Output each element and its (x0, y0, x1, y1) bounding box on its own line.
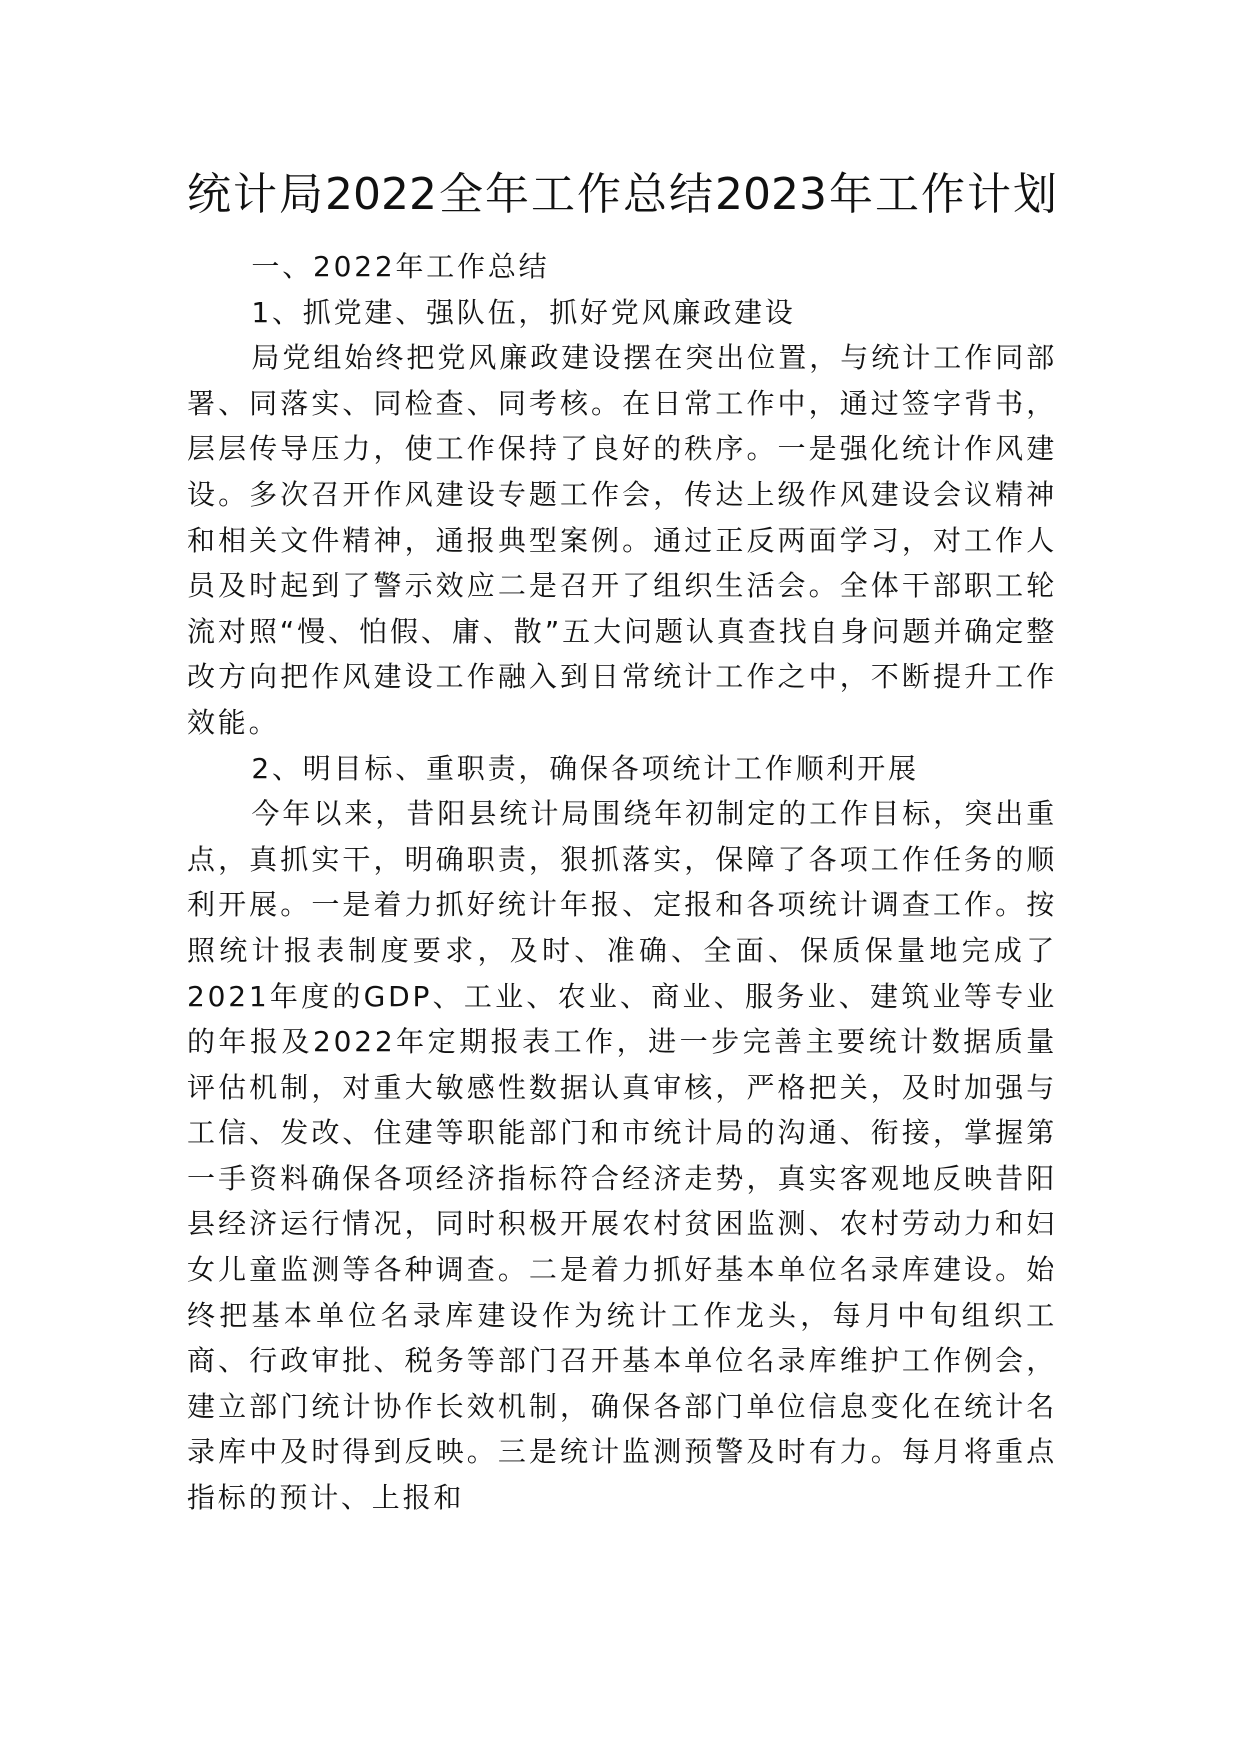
subsection-heading-statistics-work: 2、明目标、重职责，确保各项统计工作顺利开展 (251, 751, 919, 785)
paragraph-statistics-work: 今年以来，昔阳县统计局围绕年初制定的工作目标，突出重点，真抓实干，明确职责，狠抓落实，保障了各项工作任务的顺利开展。一是着力抓好统计年报、定报和各项统计调查工作。按照统计报表制度要求，及时、准确、全面、保质保量地完成了2021年度的GDP、工业、农业、商业、服务业、建筑业等专业的年报及2022年定期报表工作，进一步完善主要统计数据质量评估机制，对重大敏感性数据认真审核，严格把关，及时加强与工信、发改、住建等职能部门和市统计局的沟通、衔接，掌握第一手资料确保各项经济指标符合经济走势，真实客观地反映昔阳县经济运行情况，同时积极开展农村贫困监测、农村劳动力和妇女儿童监测等各种调查。二是着力抓好基本单位名录库建设。始终把基本单位名录库建设作为统计工作龙头，每月中旬组织工商、行政审批、税务等部门召开基本单位名录库维护工作例会，建立部门统计协作长效机制，确保各部门单位信息变化在统计名录库中及时得到反映。三是统计监测预警及时有力。每月将重点指标的预计、上报和 (187, 797, 1057, 1515)
paragraph-party-building: 局党组始终把党风廉政建设摆在突出位置，与统计工作同部署、同落实、同检查、同考核。在日常工作中，通过签字背书，层层传导压力，使工作保持了良好的秩序。一是强化统计作风建设。多次召开作风建设专题工作会，传达上级作风建设会议精神和相关文件精神，通报典型案例。通过正反两面学习，对工作人员及时起到了警示效应二是召开了组织生活会。全体干部职工轮流对照“慢、怕假、庸、散”五大问题认真查找自身问题并确定整改方向把作风建设工作融入到日常统计工作之中，不断提升工作效能。 (187, 341, 1057, 739)
document-title: 统计局2022全年工作总结2023年工作计划 (187, 169, 1057, 220)
subsection-heading-party-building: 1、抓党建、强队伍，抓好党风廉政建设 (251, 295, 796, 329)
section-heading-work-summary: 一、2022年工作总结 (251, 250, 550, 283)
document-page (187, 160, 1057, 1521)
